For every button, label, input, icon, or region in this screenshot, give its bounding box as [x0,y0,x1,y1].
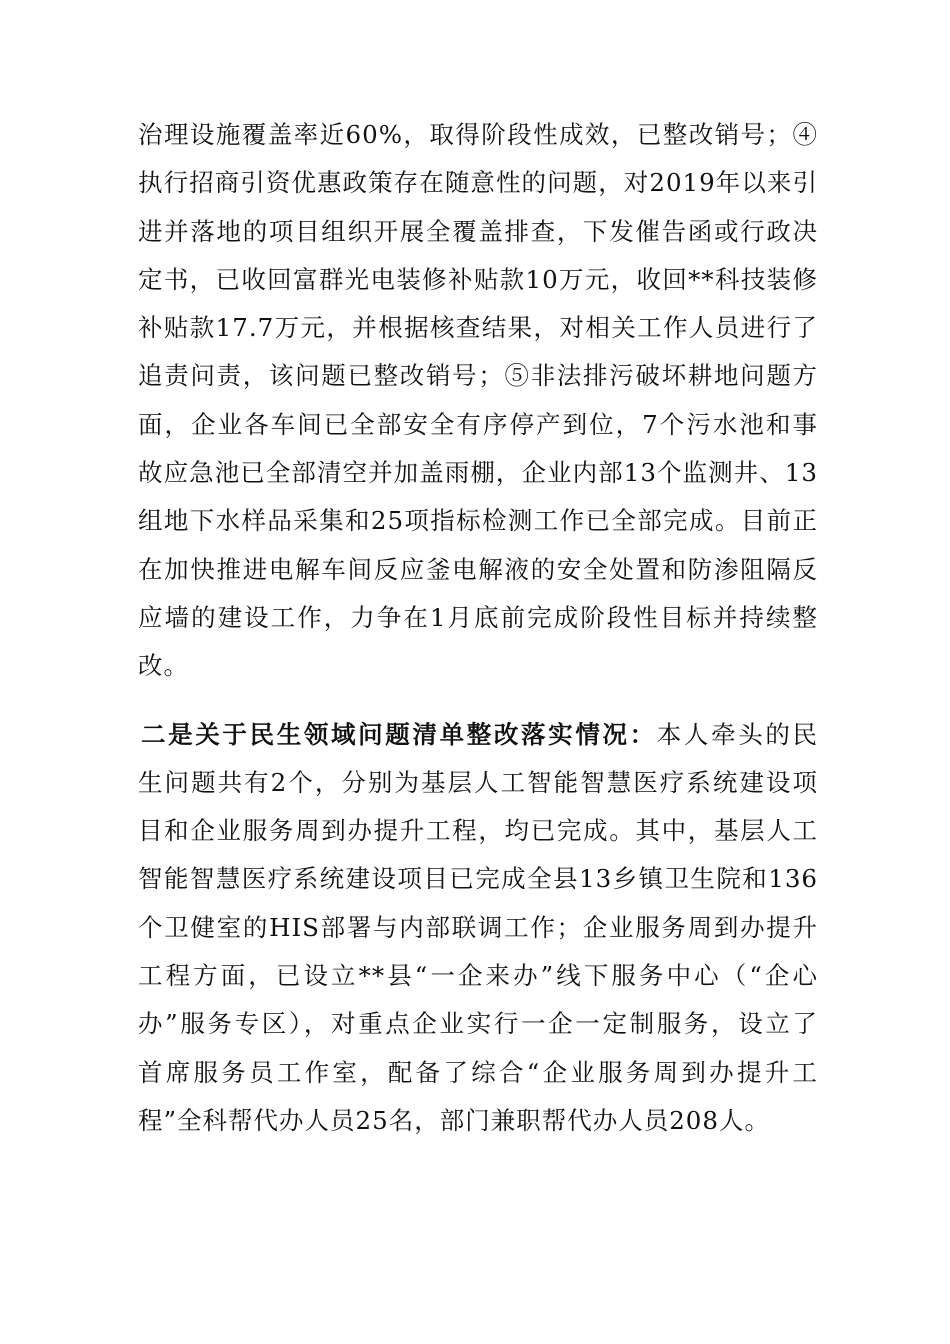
text-line: 应墙的建设工作，力争在1月底前完成阶段性目标并持续整 [138,602,818,632]
text-line-first [138,711,818,759]
text-line: 组地下水样品采集和25项指标检测工作已全部完成。目前正 [138,506,818,536]
text-line: 面，企业各车间已全部安全有序停产到位，7个污水池和事 [138,409,818,439]
text-line: 进并落地的项目组织开展全覆盖排查，下发催告函或行政决 [138,216,818,246]
text-line: 治理设施覆盖率近60%，取得阶段性成效，已整改销号；④ [138,120,818,149]
text-line: 补贴款17.7万元，并根据核查结果，对相关工作人员进行了 [138,313,818,343]
paragraph-heading: 二是关于民生领域问题清单整改落实情况： [141,719,657,749]
heading-line-rest: 本人牵头的民 [656,719,819,749]
paragraph-livelihood-issues [138,711,818,1146]
text-line: 故应急池已全部清空并加盖雨棚，企业内部13个监测井、13 [138,458,818,488]
text-line: 程”全科帮代办人员25名，部门兼职帮代办人员208人。 [138,1105,770,1135]
paragraph-spacer [138,691,818,711]
text-line: 工程方面，已设立**县“一企来办”线下服务中心（“企心 [138,961,818,991]
document-body [138,111,818,1145]
text-line: 办”服务专区），对重点企业实行一企一定制服务，设立了 [138,1009,818,1039]
text-line: 执行招商引资优惠政策存在随意性的问题，对2019年以来引 [138,168,818,198]
text-line: 个卫健室的HIS部署与内部联调工作；企业服务周到办提升 [138,912,818,942]
text-line: 目和企业服务周到办提升工程，均已完成。其中，基层人工 [138,816,818,846]
text-line: 在加快推进电解车间反应釜电解液的安全处置和防渗阻隔反 [138,554,818,584]
text-line: 首席服务员工作室，配备了综合“企业服务周到办提升工 [138,1057,818,1087]
text-line: 生问题共有2个，分别为基层人工智能智慧医疗系统建设项 [138,767,818,797]
text-line: 定书，已收回富群光电装修补贴款10万元，收回**科技装修 [138,264,818,294]
text-line: 智能智慧医疗系统建设项目已完成全县13乡镇卫生院和136 [138,864,818,894]
paragraph-rectification-progress [138,111,818,691]
text-line: 改。 [138,651,189,681]
text-line: 追责问责，该问题已整改销号；⑤非法排污破坏耕地问题方 [138,361,818,391]
